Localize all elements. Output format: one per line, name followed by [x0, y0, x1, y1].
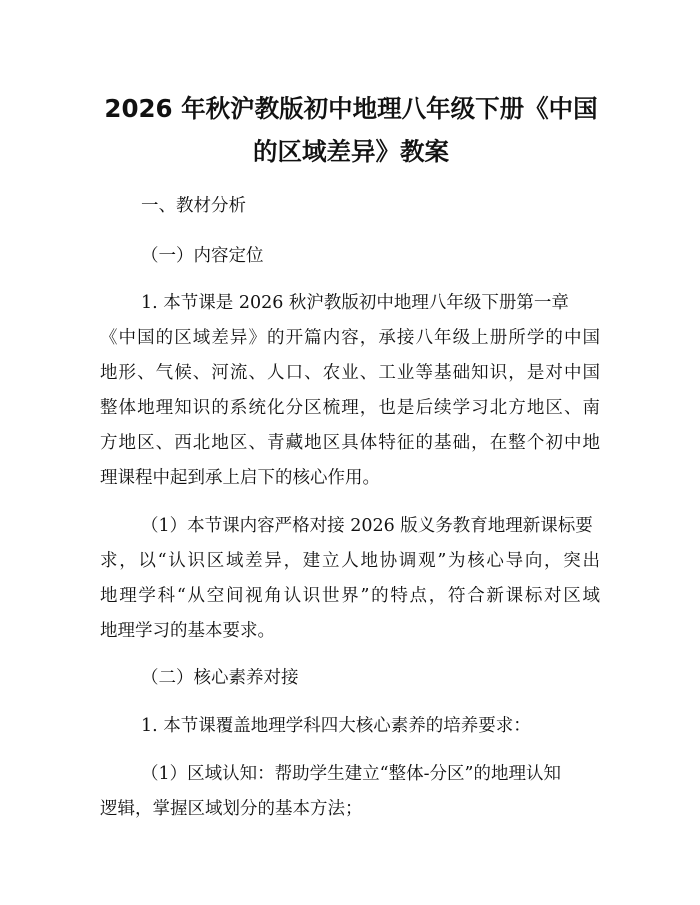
paragraph-line: 理课程中起到承上启下的核心作用。	[100, 468, 380, 488]
document-title-line-1: 2026 年秋沪教版初中地理八年级下册《中国	[104, 94, 598, 123]
document-title-line-2: 的区域差异》教案	[253, 137, 449, 166]
paragraph-line: （1）区域认知：帮助学生建立“整体-分区”的地理认知	[141, 764, 561, 784]
paragraph-line: 《中国的区域差异》的开篇内容，承接八年级上册所学的中国	[100, 328, 600, 348]
section-heading-teaching-material-analysis: 一、教材分析	[141, 196, 246, 216]
subsection-heading-content-positioning: （一）内容定位	[141, 246, 264, 266]
paragraph-line: 逻辑，掌握区域划分的基本方法；	[100, 799, 363, 819]
paragraph-line: （1）本节课内容严格对接 2026 版义务教育地理新课标要	[141, 516, 593, 536]
paragraph-line: 地理学习的基本要求。	[100, 621, 275, 641]
paragraph-line: 地理学科“从空间视角认识世界”的特点，符合新课标对区域	[100, 586, 600, 606]
paragraph-line: 1. 本节课覆盖地理学科四大核心素养的培养要求：	[141, 716, 531, 736]
paragraph-line: 求，以“认识区域差异，建立人地协调观”为核心导向，突出	[100, 551, 600, 571]
paragraph-line: 地形、气候、河流、人口、农业、工业等基础知识，是对中国	[100, 363, 600, 383]
paragraph-line: 方地区、西北地区、青藏地区具体特征的基础，在整个初中地	[100, 433, 600, 453]
paragraph-line: 整体地理知识的系统化分区梳理，也是后续学习北方地区、南	[100, 398, 600, 418]
subsection-heading-core-literacy: （二）核心素养对接	[141, 668, 299, 688]
paragraph-line: 1. 本节课是 2026 秋沪教版初中地理八年级下册第一章	[141, 293, 569, 313]
